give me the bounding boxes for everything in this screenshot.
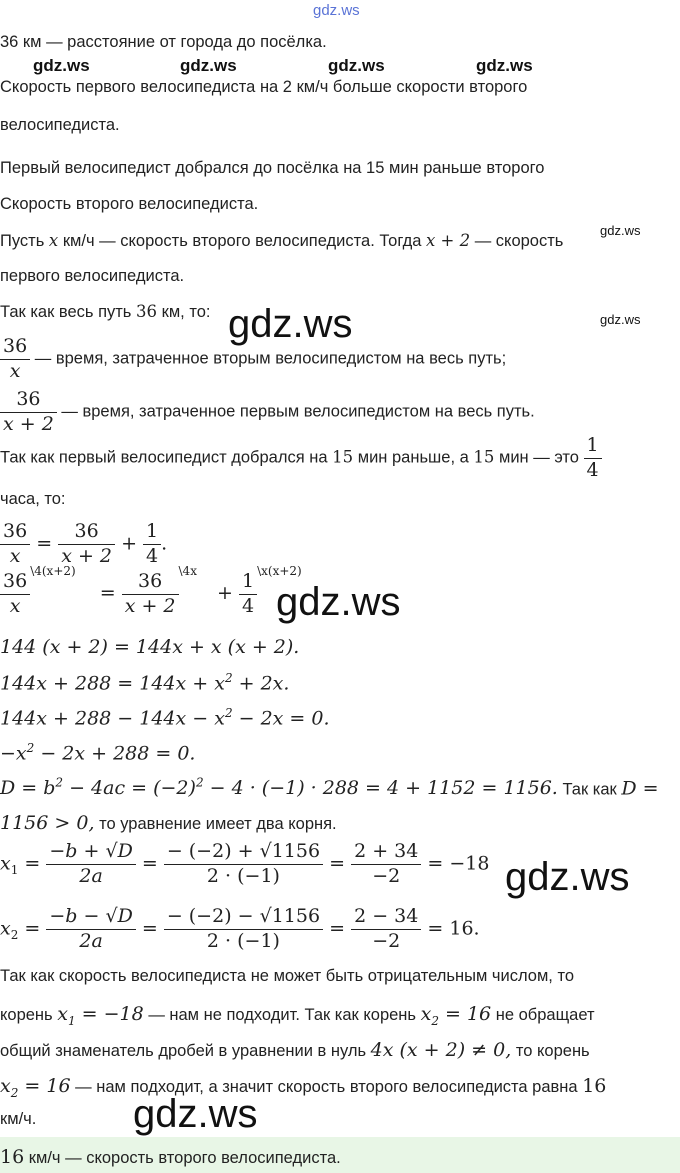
text-line: корень $x_1 = -18$ — нам не подходит. Так как корень $x_2 = 16$ не обращает [0, 1003, 595, 1028]
watermark-top: gdz.ws [313, 2, 360, 19]
text-line: велосипедиста. [0, 116, 120, 134]
text-line: Так как скорость велосипедиста не может быть отрицательным числом, то [0, 967, 575, 985]
answer-text: 16 км/ч — скорость второго велосипедиста. [0, 1146, 341, 1168]
watermark-big: gdz.ws [228, 302, 353, 346]
text-line: первого велосипедиста. [0, 267, 185, 285]
watermark: gdz.ws [33, 56, 90, 75]
equation: $D = b^2 - 4ac = (-2)^2 - 4 \cdot (-1) \cdot 288 = 4 + 1152 = 1156$. Так как D = [0, 776, 659, 800]
text-line: км/ч. [0, 1110, 37, 1128]
text-line: общий знаменатель дробей в уравнении в нуль 4x (x + 2) ≠ 0, то корень [0, 1039, 590, 1061]
equation: $144x + 288 - 144x - x^2 - 2x = 0$. [0, 706, 330, 730]
text-line: $x_2 = 16$ — нам подходит, а значит скорость второго велосипедиста равна 16 [0, 1075, 607, 1100]
root-x2: $x_2$ = $\frac{-b - √D}{2a}$ = $\frac{- (-2) - √1156}{2 \cdot (-1)}$ = $\frac{2 - 34}{-2}$ = 16. [0, 905, 480, 952]
fraction: $\frac{36}{x}$ [0, 335, 30, 384]
text-line: Скорость первого велосипедиста на 2 км/ч больше скорости второго [0, 78, 528, 96]
root-x1: $x_1$ = $\frac{-b + √D}{2a}$ = $\frac{- (-2) + √1156}{2 \cdot (-1)}$ = $\frac{2 + 34}{-2}$ = −18 [0, 840, 490, 887]
watermark: gdz.ws [476, 56, 533, 75]
watermark-big: gdz.ws [276, 580, 401, 624]
watermark: gdz.ws [180, 56, 237, 75]
equation: $144x + 288 = 144x + x^2 + 2x$. [0, 671, 290, 695]
watermark-big: gdz.ws [505, 855, 630, 899]
fraction: $\frac{36}{x + 2}$ [0, 388, 57, 437]
equation: $-x^2 - 2x + 288 = 0$. [0, 741, 196, 765]
watermark-big: gdz.ws [133, 1092, 258, 1136]
watermark: gdz.ws [600, 223, 641, 238]
fraction-line: $\frac{36}{x + 2}$ — время, затраченное первым велосипедистом на весь путь. [0, 388, 535, 437]
watermark: gdz.ws [600, 312, 641, 327]
text-line: Так как весь путь 36 км, то: [0, 302, 211, 321]
text-line: часа, то: [0, 490, 66, 508]
text-line: Скорость второго велосипедиста. [0, 195, 259, 213]
fraction-line: $\frac{36}{x}$ — время, затраченное вторым велосипедистом на весь путь; [0, 335, 506, 384]
fraction: $\frac{1}{4}$ [584, 434, 602, 483]
text-line: Пусть x км/ч — скорость второго велосипедиста. Тогда x + 2 — скорость [0, 231, 564, 250]
equation: $\frac{36}{x}$ = $\frac{36}{x + 2}$ + $\frac{1}{4}$ . [0, 520, 167, 569]
text-line: 36 км — расстояние от города до посёлка. [0, 33, 327, 51]
fraction-line: Так как первый велосипедист добрался на 15 мин раньше, а 15 мин — это $\frac{1}{4}$ [0, 434, 602, 483]
equation: 144 (x + 2) = 144x + x (x + 2). [0, 636, 300, 658]
text-line: 1156 > 0, то уравнение имеет два корня. [0, 812, 337, 834]
text-line: Первый велосипедист добрался до посёлка на 15 мин раньше второго [0, 159, 545, 177]
equation: $\frac{36}{x}$ $^{\backslash 4(x+2)}$ = $\frac{36}{x + 2}$ $^{\backslash 4x}$ + $\frac{1}{4}$ $^{\backslash x(x+2)}$ [0, 570, 302, 619]
watermark: gdz.ws [328, 56, 385, 75]
